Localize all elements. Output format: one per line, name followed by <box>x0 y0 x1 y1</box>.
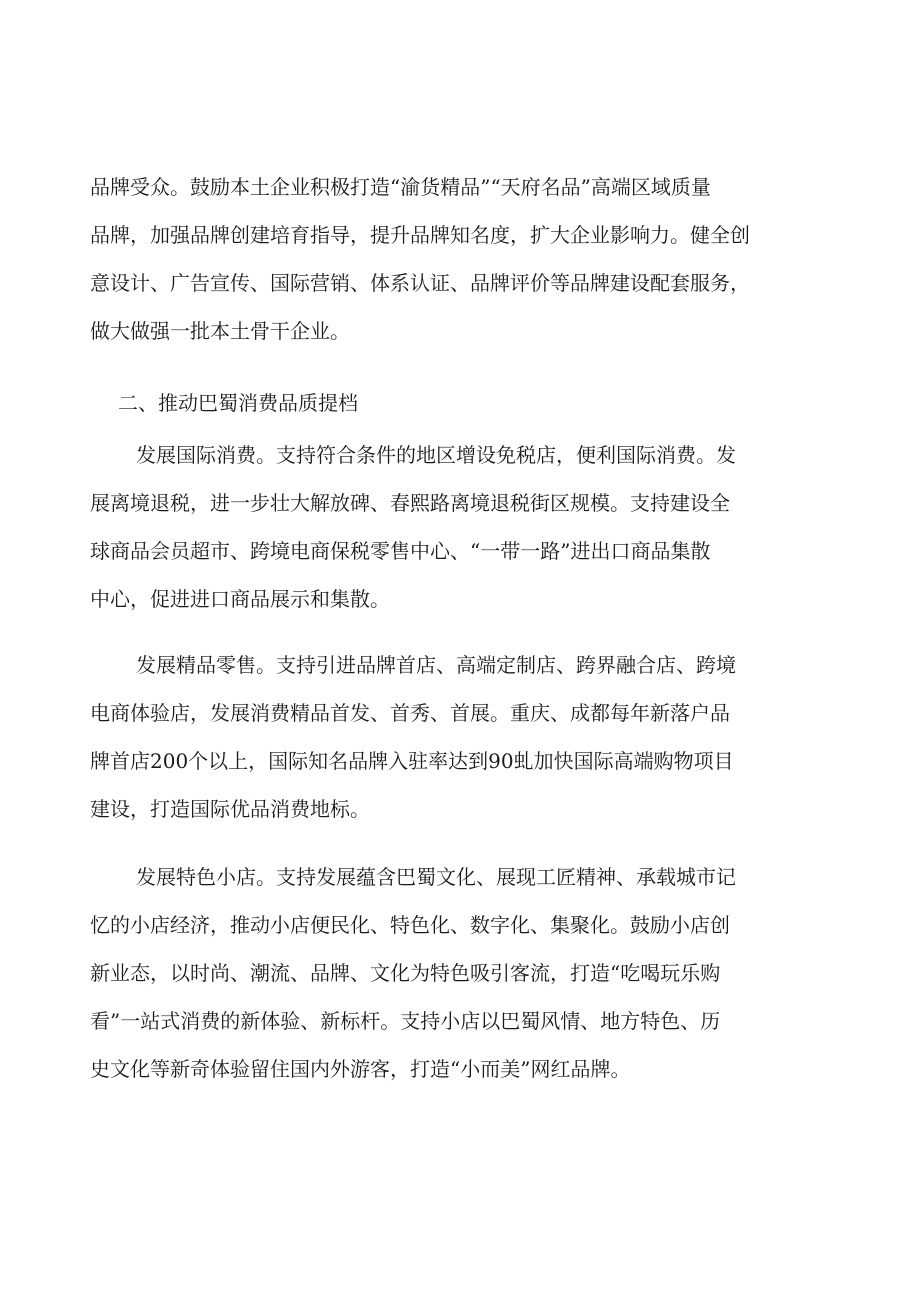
text-line: 球商品会员超市、跨境电商保税零售中心、“一带一路”进出口商品集散 <box>90 539 711 563</box>
section-heading: 二、推动巴蜀消费品质提档 <box>118 391 358 415</box>
text-line: 意设计、广告宣传、国际营销、体系认证、品牌评价等品牌建设配套服务， <box>90 271 750 295</box>
text-line: 展离境退税，进一步壮大解放碑、春熙路离境退税街区规模。支持建设全 <box>90 491 730 515</box>
text-line: 看”一站式消费的新体验、新标杆。支持小店以巴蜀风情、地方特色、历 <box>90 1009 721 1033</box>
text-line: 建设，打造国际优品消费地标。 <box>90 797 370 821</box>
text-line: 忆的小店经济，推动小店便民化、特色化、数字化、集聚化。鼓励小店创 <box>90 913 730 937</box>
text-line: 发展特色小店。支持发展蕴含巴蜀文化、展现工匠精神、承载城市记 <box>136 865 736 889</box>
text-line: 中心，促进进口商品展示和集散。 <box>90 587 390 611</box>
text-line: 史文化等新奇体验留住国内外游客，打造“小而美”网红品牌。 <box>90 1057 631 1081</box>
text-line: 品牌受众。鼓励本土企业积极打造“渝货精品”“天府名品”高端区域质量 <box>90 175 711 199</box>
text-line: 发展国际消费。支持符合条件的地区增设免税店，便利国际消费。发 <box>136 443 736 467</box>
text-line: 电商体验店，发展消费精品首发、首秀、首展。重庆、成都每年新落户品 <box>90 701 730 725</box>
text-line: 新业态，以时尚、潮流、品牌、文化为特色吸引客流，打造“吃喝玩乐购 <box>90 961 721 985</box>
text-line: 品牌，加强品牌创建培育指导，提升品牌知名度，扩大企业影响力。健全创 <box>90 223 750 247</box>
text-line: 做大做强一批本土骨干企业。 <box>90 319 350 343</box>
text-line: 发展精品零售。支持引进品牌首店、高端定制店、跨界融合店、跨境 <box>136 653 736 677</box>
text-line: 牌首店200个以上，国际知名品牌入驻率达到90虬加快国际高端购物项目 <box>90 749 734 773</box>
